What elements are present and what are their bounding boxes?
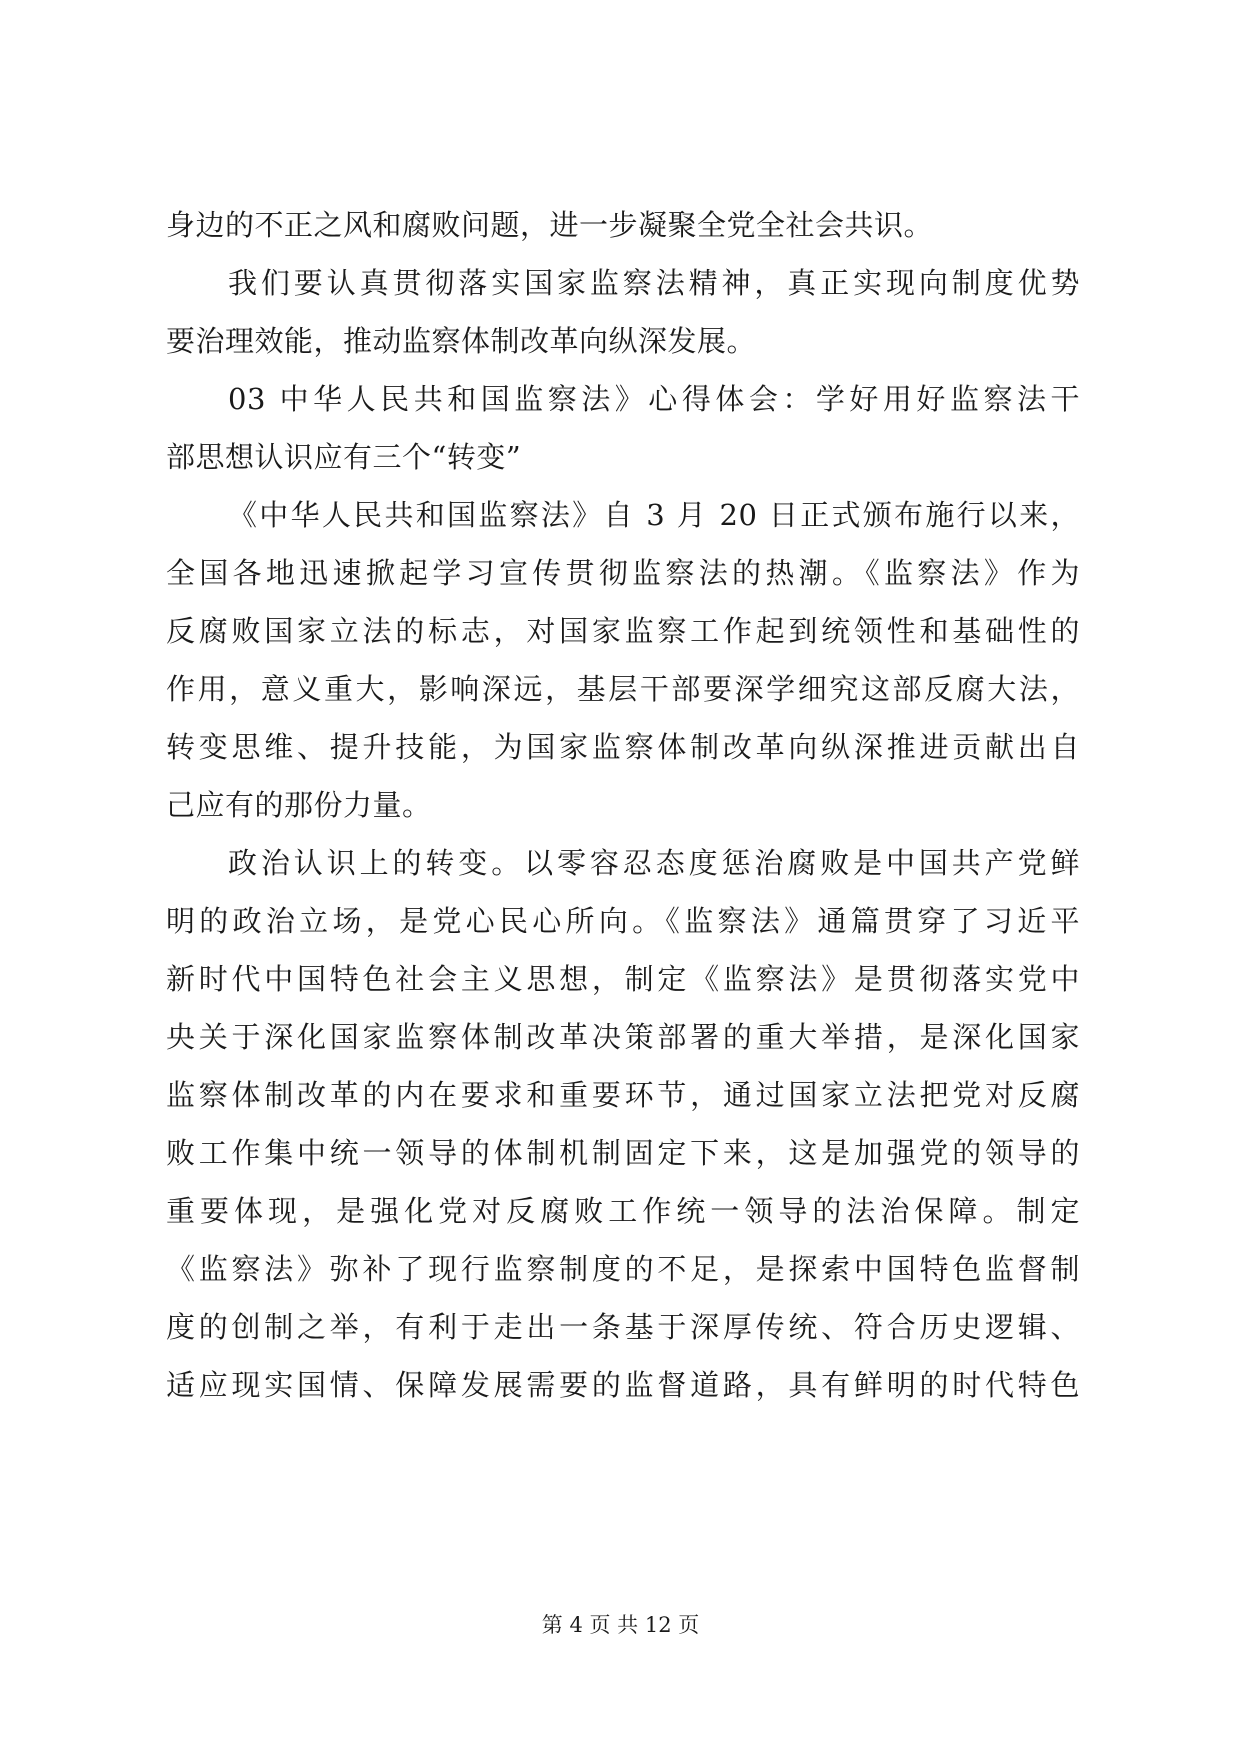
text-line: 全国各地迅速掀起学习宣传贯彻监察法的热潮。《监察法》作为 [166,556,1080,590]
text-line: 央关于深化国家监察体制改革决策部署的重大举措，是深化国家 [166,1020,1080,1054]
text-line: 重要体现，是强化党对反腐败工作统一领导的法治保障。制定 [166,1194,1080,1228]
text-line: 监察体制改革的内在要求和重要环节，通过国家立法把党对反腐 [166,1078,1080,1112]
page-footer: 第 4 页 共 12 页 [541,1613,700,1637]
text-line: 败工作集中统一领导的体制机制固定下来，这是加强党的领导的 [166,1136,1080,1170]
text-line: 反腐败国家立法的标志，对国家监察工作起到统领性和基础性的 [166,614,1080,648]
text-line: 转变思维、提升技能，为国家监察体制改革向纵深推进贡献出自 [166,730,1080,764]
text-line: 度的创制之举，有利于走出一条基于深厚传统、符合历史逻辑、 [166,1310,1080,1344]
text-line: 我们要认真贯彻落实国家监察法精神，真正实现向制度优势 [228,266,1080,300]
text-line: 政治认识上的转变。以零容忍态度惩治腐败是中国共产党鲜 [228,846,1080,880]
text-line: 作用，意义重大，影响深远，基层干部要深学细究这部反腐大法， [166,672,1080,706]
text-line: 新时代中国特色社会主义思想，制定《监察法》是贯彻落实党中 [166,962,1080,996]
text-line: 适应现实国情、保障发展需要的监督道路，具有鲜明的时代特色 [166,1368,1080,1402]
text-line: 《中华人民共和国监察法》自 3 月 20 日正式颁布施行以来， [228,498,1080,532]
text-line: 03 中华人民共和国监察法》心得体会：学好用好监察法干 [228,382,1080,416]
text-line: 部思想认识应有三个“转变” [166,440,522,474]
text-line: 要治理效能，推动监察体制改革向纵深发展。 [166,324,757,358]
text-line: 身边的不正之风和腐败问题，进一步凝聚全党全社会共识。 [166,208,934,242]
body-text [166,196,1080,1414]
text-line: 己应有的那份力量。 [166,788,432,822]
text-line: 《监察法》弥补了现行监察制度的不足，是探索中国特色监督制 [166,1252,1080,1286]
text-line: 明的政治立场，是党心民心所向。《监察法》通篇贯穿了习近平 [166,904,1080,938]
